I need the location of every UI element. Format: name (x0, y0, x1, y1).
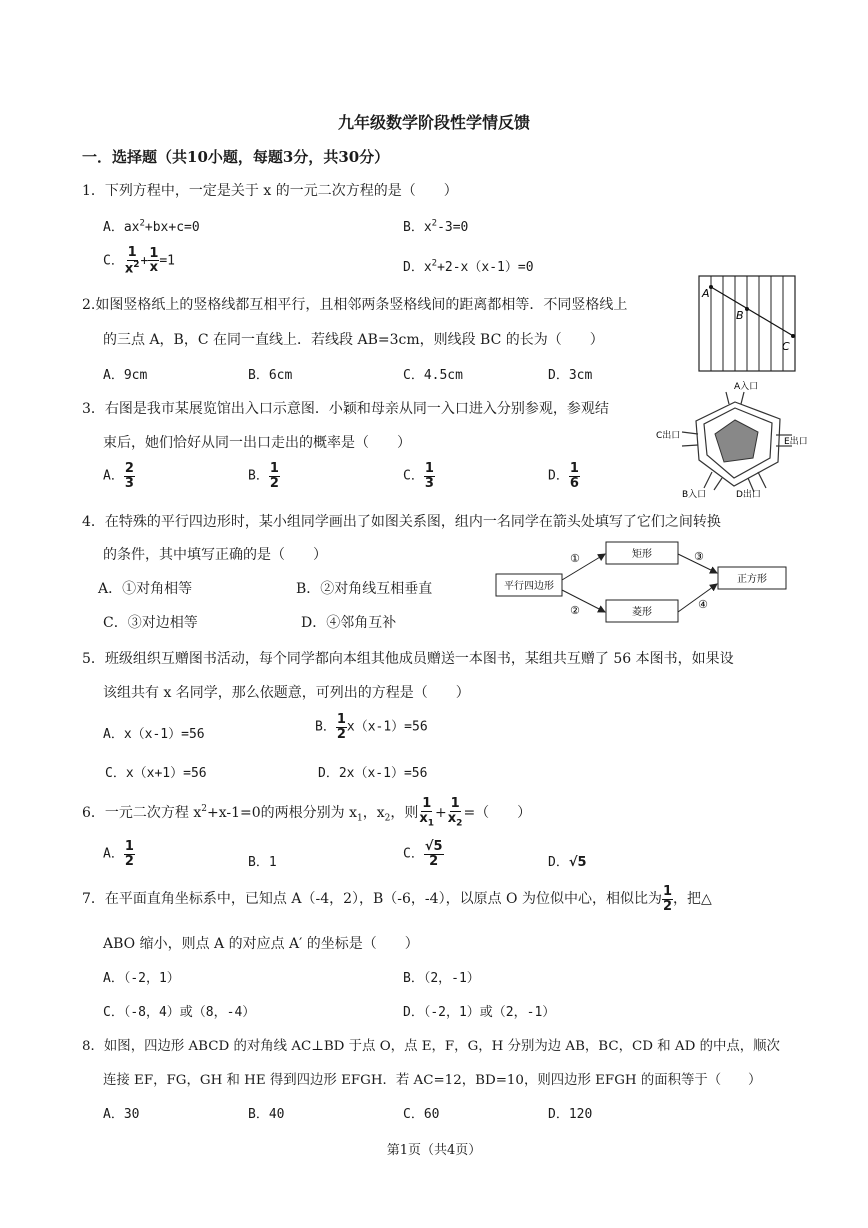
question-8-line-2: 连接 EF，FG，GH 和 HE 得到四边形 EFGH．若 AC=12，BD=10，则四边形 EFGH 的面积等于（ ） (103, 1073, 762, 1088)
condition-1: ① (570, 552, 580, 565)
label-b: B (736, 309, 744, 322)
relationship-diagram (494, 538, 794, 628)
question-3-line-2: 束后，她们恰好从同一出口走出的概率是（ ） (103, 435, 411, 451)
question-7-option-d: D．（-2，1）或（2，-1） (403, 1005, 556, 1020)
question-6-option-b: B．1 (248, 855, 277, 870)
question-5-option-d: D．2x（x-1）=56 (318, 766, 428, 781)
question-5-option-b: B． $\frac{1}{2}$ x（x-1）=56 (315, 712, 428, 742)
question-3-option-b: B． $\frac{1}{2}$ (248, 461, 279, 491)
question-4-line-1: 4．在特殊的平行四边形时，某小组同学画出了如图关系图，组内一名同学在箭头处填写了它们之间转换 (82, 514, 721, 530)
question-5-line-2: 该组共有 x 名同学，那么依题意，可列出的方程是（ ） (103, 685, 470, 701)
question-1-option-b: B．$x^2-3=0$ (403, 218, 469, 235)
label-a: A (702, 287, 710, 300)
question-7-option-c: C．（-8，4）或（8，-4） (103, 1005, 256, 1020)
question-8-option-c: C．60 (403, 1107, 440, 1122)
question-4-option-d: D．④邻角互补 (301, 615, 397, 631)
question-1-option-d: D．$x^2+2-x(x-1)=0$ (403, 258, 534, 275)
question-3-option-d: D． $\frac{1}{6}$ (548, 461, 579, 491)
label-square: 正方形 (737, 574, 767, 585)
entrance-diagram (652, 380, 817, 502)
line-abc (711, 287, 795, 337)
page-title: 九年级数学阶段性学情反馈 (337, 113, 530, 132)
point-b (745, 307, 749, 311)
question-4-line-2: 的条件，其中填写正确的是（ ） (103, 547, 327, 563)
label-c-exit: C出口 (656, 431, 681, 441)
question-2-option-d: D．3cm (548, 368, 593, 383)
label-a-entrance: A入口 (734, 382, 759, 392)
question-8-option-a: A．30 (103, 1107, 140, 1122)
question-1-option-c: C． $\frac{1}{x^2}$ + $\frac{1}{x}$ =1 (103, 245, 176, 276)
question-6-option-a: A． $\frac{1}{2}$ (103, 839, 134, 869)
question-3-line-1: 3．右图是我市某展览馆出入口示意图．小颖和母亲从同一入口进入分别参观，参观结 (82, 401, 609, 417)
label-rhombus: 菱形 (632, 607, 652, 618)
condition-3: ③ (694, 550, 704, 563)
question-7-line-1: 7．在平面直角坐标系中，已知点 A（-4，2），B（-6，-4），以原点 O 为位似中心，相似比为 $\frac{1}{2}$ ，把△ (82, 884, 712, 914)
condition-4: ④ (698, 598, 708, 611)
label-d-exit: D出口 (736, 490, 761, 500)
question-5-option-c: C．x（x+1）=56 (105, 766, 207, 781)
question-7-option-a: A．（-2，1） (103, 971, 180, 986)
question-2-line-1: 2.如图竖格纸上的竖格线都互相平行，且相邻两条竖格线间的距离都相等．不同竖格线上 (82, 297, 628, 313)
question-5-line-1: 5．班级组织互赠图书活动，每个同学都向本组其他成员赠送一本图书，某组共互赠了 56 本图书，如果设 (82, 651, 734, 667)
point-c (791, 334, 795, 338)
point-a (709, 285, 713, 289)
question-4-option-b: B．②对角线互相垂直 (296, 581, 433, 597)
question-7-line-2: ABO 缩小，则点 A 的对应点 A′ 的坐标是（ ） (103, 936, 419, 952)
exhibition-hall (715, 420, 758, 462)
label-c: C (782, 340, 790, 353)
condition-2: ② (570, 604, 580, 617)
question-3-option-c: C． $\frac{1}{3}$ (403, 461, 434, 491)
question-2-option-c: C．4.5cm (403, 368, 463, 383)
question-2-line-2: 的三点 A，B，C 在同一直线上．若线段 AB=3cm，则线段 BC 的长为（ ） (103, 332, 604, 348)
label-e-exit: E出口 (784, 437, 808, 447)
section-heading: 一．选择题（共10小题，每题3分，共30分） (82, 148, 390, 166)
question-6-option-c: C． $\frac{√5}{2}$ (403, 839, 443, 869)
question-5-option-a: A．x（x-1）=56 (103, 727, 205, 742)
question-8-option-d: D．120 (548, 1107, 593, 1122)
question-6-stem: 6．一元二次方程 $x^2+x-1=0$的两根分别为 $x_1$，$x_2$，则 $\frac{1}{x_1}$ + $\frac{1}{x_2}$ =（ ） (82, 796, 532, 829)
question-8-option-b: B．40 (248, 1107, 285, 1122)
question-6-option-d: D．√5 (548, 855, 587, 870)
question-2-option-b: B．6cm (248, 368, 293, 383)
question-7-option-b: B．（2，-1） (403, 971, 480, 986)
label-b-entrance: B入口 (682, 490, 707, 500)
label-parallelogram: 平行四边形 (504, 581, 554, 592)
question-1-option-a: A．$ax^2+bx+c=0$ (103, 218, 200, 235)
question-3-option-a: A． $\frac{2}{3}$ (103, 461, 134, 491)
question-4-option-a: A．①对角相等 (98, 581, 193, 597)
question-2-option-a: A．9cm (103, 368, 148, 383)
grid-figure (698, 275, 798, 375)
label-rectangle: 矩形 (632, 549, 652, 560)
question-8-line-1: 8．如图，四边形 ABCD 的对角线 AC⊥BD 于点 O，点 E，F，G，H 分别为边 AB，BC，CD 和 AD 的中点，顺次 (82, 1039, 780, 1054)
page-footer: 第1页（共4页） (386, 1143, 482, 1158)
question-1-stem: 1．下列方程中，一定是关于 x 的一元二次方程的是（ ） (82, 183, 458, 199)
question-4-option-c: C．③对边相等 (103, 615, 198, 631)
